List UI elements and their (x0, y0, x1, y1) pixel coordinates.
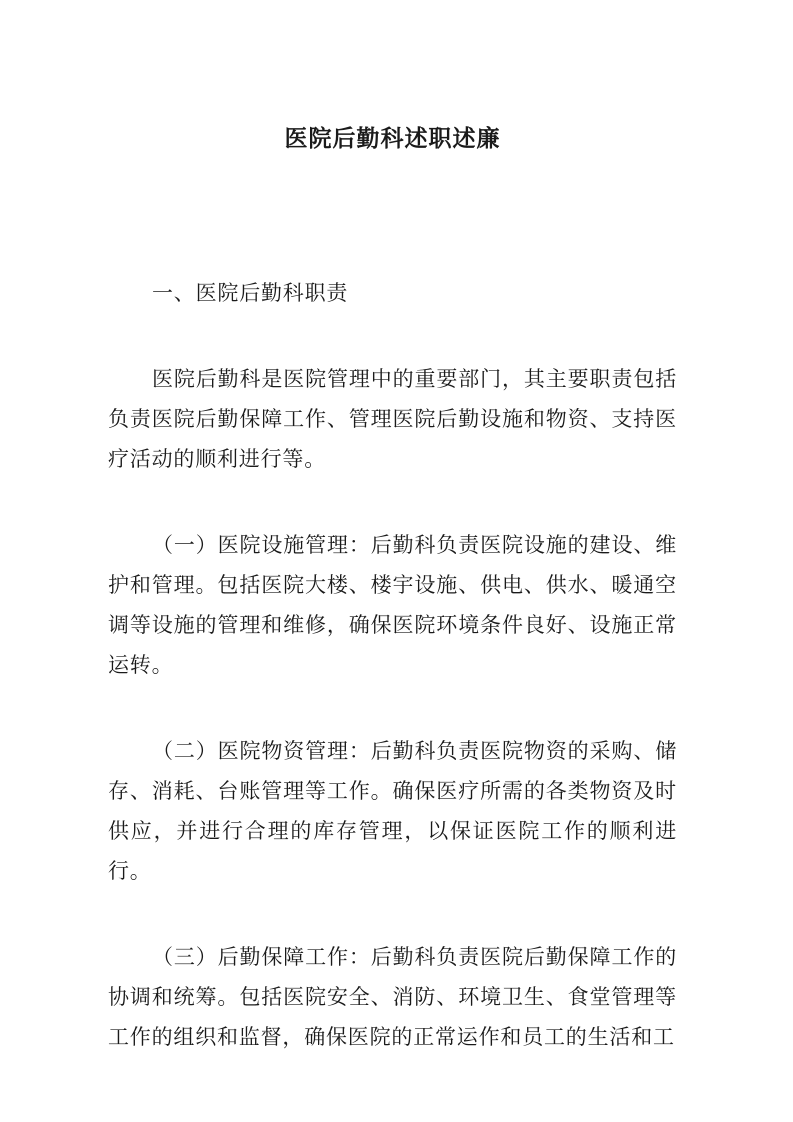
body-paragraph-material-management: （二）医院物资管理：后勤科负责医院物资的采购、储存、消耗、台账管理等工作。确保医疗所需的各类物资及时供应，并进行合理的库存管理，以保证医院工作的顺利进行。 (108, 739, 677, 883)
body-paragraph-intro: 医院后勤科是医院管理中的重要部门，其主要职责包括负责医院后勤保障工作、管理医院后勤设施和物资、支持医疗活动的顺利进行等。 (108, 367, 677, 471)
document-title: 医院后勤科述职述廉 (284, 126, 501, 151)
section-heading: 一、医院后勤科职责 (152, 281, 349, 305)
body-paragraph-logistics-support: （三）后勤保障工作：后勤科负责医院后勤保障工作的协调和统筹。包括医院安全、消防、环境卫生、食堂管理等工作的组织和监督，确保医院的正常运作和员工的生活和工 (108, 945, 677, 1049)
body-paragraph-facility-management: （一）医院设施管理：后勤科负责医院设施的建设、维护和管理。包括医院大楼、楼宇设施、供电、供水、暖通空调等设施的管理和维修，确保医院环境条件良好、设施正常运转。 (108, 533, 677, 677)
document-content (108, 0, 677, 1057)
